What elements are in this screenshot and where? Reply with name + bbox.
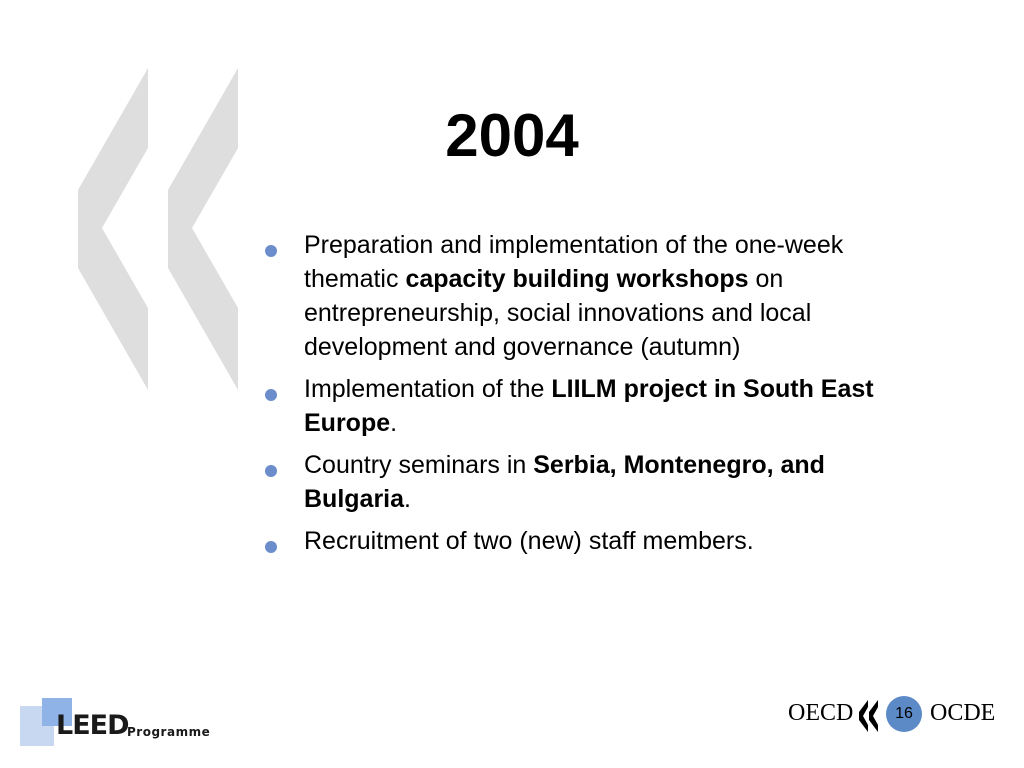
bullet-text-part: Implementation of the [304,375,552,403]
slide-title: 2004 [445,102,579,169]
bullet-text [304,375,874,437]
bullet-list [264,228,924,566]
leed-logo-text: LEED [56,710,129,741]
bullet-text [304,231,843,361]
bullet-dot-icon [265,541,277,553]
bullet-text-part: on entrepreneurship, social innovations and local development and governance (autumn) [304,265,812,361]
ocde-label: OCDE [930,700,996,726]
bullet-dot-icon [265,389,277,401]
bullet-text-part: Preparation and implementation of the one-week thematic [304,231,844,293]
bullet-emphasis: Serbia, Montenegro, and Bulgaria [304,451,825,513]
bullet-text [304,451,825,513]
bullet-text [304,527,754,555]
bullet-dot-icon [265,245,277,257]
leed-programme-logo [20,698,220,752]
oecd-logo-chevron-icon [856,698,886,734]
bullet-item [264,228,924,364]
bullet-dot-icon [265,465,277,477]
bullet-text-part: Recruitment of two (new) staff members. [304,527,754,555]
bullet-item [264,448,924,516]
bullet-emphasis: capacity building workshops [405,265,749,293]
page-number-badge: 16 [886,696,922,732]
bullet-emphasis: LIILM project in South East Europe [304,375,874,437]
leed-logo-subtext: Programme [127,725,211,739]
bullet-text-part: Country seminars in [304,451,534,479]
bullet-item [264,372,924,440]
bullet-item [264,524,924,558]
bullet-text-part: . [390,409,398,437]
oecd-label: OECD [788,700,854,726]
bullet-text-part: . [404,485,411,513]
